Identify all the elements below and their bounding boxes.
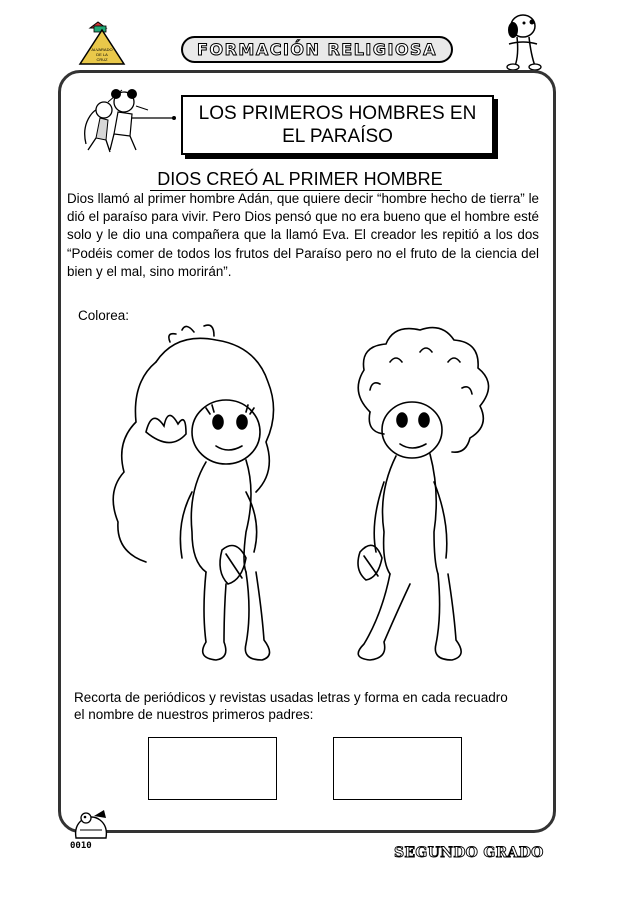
banner-title: FORMACIÓN RELIGIOSA	[197, 40, 437, 59]
logo-triangle-icon	[76, 18, 128, 66]
snoopy-icon	[497, 10, 549, 72]
title-line-2: EL PARAÍSO	[282, 126, 393, 147]
activity-instruction: Recorta de periódicos y revistas usadas letras y forma en cada recuadro el nombre de nuestros primeros padres:	[74, 690, 508, 722]
answer-box-2[interactable]	[333, 737, 462, 800]
mouse-cartoon-icon	[78, 88, 178, 156]
eve-drawing	[96, 322, 306, 672]
section-subtitle: DIOS CREÓ AL PRIMER HOMBRE	[150, 168, 450, 191]
svg-text:ALVARADO: ALVARADO	[91, 47, 113, 52]
title-line-1: LOS PRIMEROS HOMBRES EN	[198, 103, 477, 124]
page-title	[181, 95, 494, 155]
section-banner	[181, 36, 453, 63]
story-paragraph: Dios llamó al primer hombre Adán, que quiere decir “hombre hecho de tierra” le dió el paraíso para vivir. Pero Dios pensó que no era bueno que el hombre esté solo y le dio una compañera que la llamó Eva. El creador les repitió a los dos “Podéis comer de todos los frutos del Paraíso pero no el fruto de la ciencia del bien y el mal, sino morirán”.	[67, 191, 539, 279]
mascot-icon	[70, 808, 112, 844]
answer-box-1[interactable]	[148, 737, 277, 800]
svg-text:DE LA: DE LA	[96, 52, 108, 57]
adam-drawing	[330, 322, 510, 672]
colorea-label: Colorea:	[78, 308, 130, 323]
grade-label: SEGUNDO GRADO	[394, 845, 544, 861]
page-number: 0010	[70, 841, 92, 851]
svg-text:CRUZ: CRUZ	[96, 57, 108, 62]
